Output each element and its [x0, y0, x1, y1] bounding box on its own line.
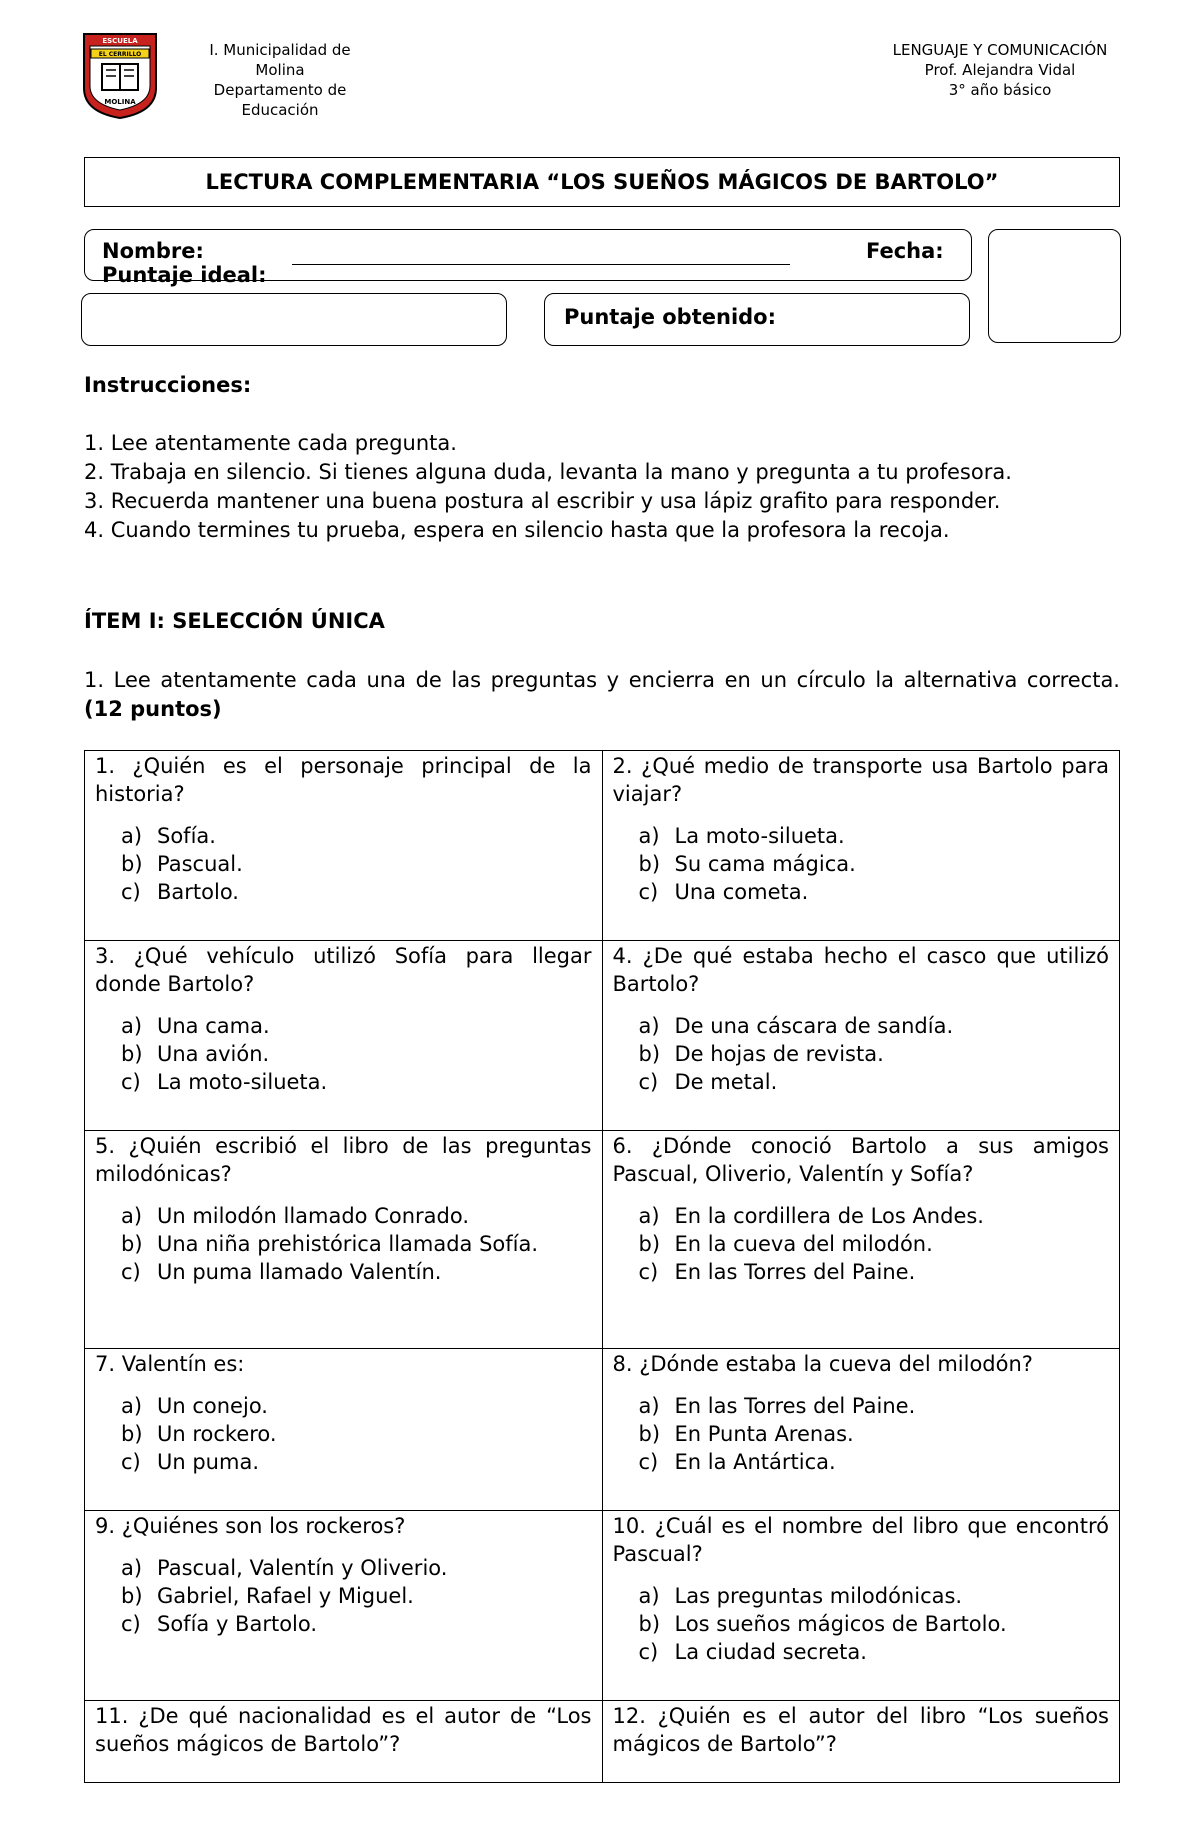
name-label: Nombre:	[102, 239, 204, 263]
option-letter: b)	[121, 1042, 143, 1066]
question-text: 2. ¿Qué medio de transporte usa Bartolo para viajar?	[612, 754, 1109, 806]
option-letter: c)	[638, 1640, 659, 1664]
answer-option[interactable]	[95, 1230, 592, 1258]
answer-options	[95, 1554, 592, 1638]
answer-option[interactable]	[613, 850, 1110, 878]
option-letter: c)	[638, 880, 659, 904]
option-text: Gabriel, Rafael y Miguel.	[157, 1584, 414, 1608]
answer-options	[95, 1202, 592, 1286]
grade-box[interactable]	[988, 229, 1121, 343]
option-letter: a)	[121, 1394, 143, 1418]
option-letter: c)	[638, 1450, 659, 1474]
document-title: LECTURA COMPLEMENTARIA “LOS SUEÑOS MÁGICOS DE BARTOLO”	[84, 157, 1120, 207]
question-text: 5. ¿Quién escribió el libro de las preguntas milodónicas?	[95, 1134, 592, 1186]
header-right-line: LENGUAJE Y COMUNICACIÓN	[892, 41, 1108, 59]
option-text: Un conejo.	[157, 1394, 268, 1418]
answer-options	[95, 822, 592, 906]
instruction-item: 3. Recuerda mantener una buena postura al escribir y usa lápiz grafito para responder.	[84, 489, 1001, 513]
option-letter: b)	[121, 1584, 143, 1608]
option-text: Bartolo.	[157, 880, 239, 904]
answer-option[interactable]	[613, 1012, 1110, 1040]
question-cell	[85, 1349, 603, 1511]
answer-options	[613, 1202, 1110, 1286]
question-cell	[85, 1511, 603, 1701]
option-letter: b)	[638, 1612, 661, 1636]
question-cell	[602, 1701, 1120, 1783]
option-text: En las Torres del Paine.	[674, 1394, 916, 1418]
option-text: Una cometa.	[674, 880, 809, 904]
option-text: Una cama.	[157, 1014, 270, 1038]
obtained-score-label: Puntaje obtenido:	[564, 305, 776, 329]
option-text: Un puma llamado Valentín.	[157, 1260, 442, 1284]
option-text: Pascual.	[157, 852, 243, 876]
instructions-list	[84, 429, 1120, 545]
date-label: Fecha:	[866, 239, 944, 263]
header-left-line: Departamento de	[213, 81, 347, 99]
answer-option[interactable]	[613, 1610, 1110, 1638]
option-letter: c)	[121, 1260, 141, 1284]
question-text: 6. ¿Dónde conoció Bartolo a sus amigos Pascual, Oliverio, Valentín y Sofía?	[612, 1134, 1109, 1186]
option-letter: c)	[121, 880, 141, 904]
answer-options	[95, 1392, 592, 1476]
option-text: Una niña prehistórica llamada Sofía.	[157, 1232, 539, 1256]
option-text: Los sueños mágicos de Bartolo.	[674, 1612, 1007, 1636]
instruction-item: 1. Lee atentamente cada pregunta.	[84, 431, 457, 455]
option-letter: b)	[121, 1422, 143, 1446]
answer-option[interactable]	[613, 878, 1110, 906]
option-text: En las Torres del Paine.	[674, 1260, 916, 1284]
answer-option[interactable]	[613, 1230, 1110, 1258]
answer-option[interactable]	[613, 1392, 1110, 1420]
answer-option[interactable]	[613, 1202, 1110, 1230]
answer-option[interactable]	[613, 822, 1110, 850]
answer-option[interactable]	[95, 1392, 592, 1420]
option-text: La moto-silueta.	[157, 1070, 328, 1094]
answer-options	[613, 1582, 1110, 1666]
answer-option[interactable]	[613, 1068, 1110, 1096]
option-letter: b)	[121, 852, 143, 876]
logo-bottom-text: MOLINA	[104, 98, 136, 106]
option-letter: c)	[638, 1260, 659, 1284]
school-crest-icon	[80, 30, 160, 120]
answer-option[interactable]	[613, 1040, 1110, 1068]
question-cell	[602, 941, 1120, 1131]
option-text: En Punta Arenas.	[674, 1422, 854, 1446]
question-cell	[85, 1701, 603, 1783]
section-heading: ÍTEM I: SELECCIÓN ÚNICA	[84, 609, 385, 633]
option-text: De una cáscara de sandía.	[674, 1014, 954, 1038]
answer-option[interactable]	[95, 1012, 592, 1040]
question-text: 7. Valentín es:	[95, 1352, 245, 1376]
answer-option[interactable]	[613, 1420, 1110, 1448]
logo-top-text: ESCUELA	[102, 37, 138, 45]
logo-banner-text: EL CERRILLO	[98, 51, 142, 58]
answer-option[interactable]	[95, 1448, 592, 1476]
answer-options	[613, 1012, 1110, 1096]
option-text: Las preguntas milodónicas.	[674, 1584, 963, 1608]
section-points: (12 puntos)	[84, 697, 222, 721]
option-letter: a)	[638, 1394, 660, 1418]
header-left-line: Educación	[241, 101, 319, 119]
question-text: 9. ¿Quiénes son los rockeros?	[95, 1514, 406, 1538]
question-text: 1. ¿Quién es el personaje principal de la historia?	[95, 754, 592, 806]
question-row	[85, 1131, 1120, 1349]
answer-option[interactable]	[95, 850, 592, 878]
instructions-heading: Instrucciones:	[84, 373, 252, 397]
option-text: Pascual, Valentín y Oliverio.	[157, 1556, 448, 1580]
option-letter: c)	[121, 1612, 141, 1636]
answer-option[interactable]	[95, 822, 592, 850]
answer-option[interactable]	[95, 1258, 592, 1286]
option-letter: b)	[638, 1422, 661, 1446]
answer-option[interactable]	[95, 1040, 592, 1068]
question-row	[85, 1349, 1120, 1511]
question-text: 4. ¿De qué estaba hecho el casco que utilizó Bartolo?	[612, 944, 1109, 996]
answer-option[interactable]	[613, 1448, 1110, 1476]
option-text: Un rockero.	[157, 1422, 277, 1446]
answer-options	[613, 1392, 1110, 1476]
header-left-line: I. Municipalidad de	[209, 41, 351, 59]
answer-option[interactable]	[95, 1554, 592, 1582]
option-text: Un milodón llamado Conrado.	[157, 1204, 470, 1228]
question-text: 12. ¿Quién es el autor del libro “Los sueños mágicos de Bartolo”?	[612, 1704, 1109, 1756]
option-text: Una avión.	[157, 1042, 270, 1066]
question-cell	[602, 751, 1120, 941]
section-intro-text: 1. Lee atentamente cada una de las preguntas y encierra en un círculo la alternativa correcta.	[84, 668, 1120, 692]
option-letter: a)	[638, 1014, 660, 1038]
answer-option[interactable]	[95, 1202, 592, 1230]
question-text: 3. ¿Qué vehículo utilizó Sofía para llegar donde Bartolo?	[95, 944, 592, 996]
option-text: La ciudad secreta.	[674, 1640, 867, 1664]
header-right-line: 3° año básico	[948, 81, 1052, 99]
ideal-score-label: Puntaje ideal:	[102, 263, 267, 287]
option-letter: a)	[121, 824, 143, 848]
option-letter: a)	[638, 1584, 660, 1608]
answer-option[interactable]	[95, 878, 592, 906]
question-cell	[602, 1349, 1120, 1511]
option-letter: b)	[638, 852, 661, 876]
option-text: Sofía y Bartolo.	[157, 1612, 318, 1636]
option-letter: a)	[121, 1014, 143, 1038]
option-text: De metal.	[674, 1070, 778, 1094]
name-input-line[interactable]	[292, 264, 790, 265]
header-left-line: Molina	[255, 61, 305, 79]
answer-option[interactable]	[95, 1420, 592, 1448]
option-text: De hojas de revista.	[674, 1042, 884, 1066]
question-row	[85, 1701, 1120, 1783]
option-letter: b)	[638, 1042, 661, 1066]
question-text: 8. ¿Dónde estaba la cueva del milodón?	[612, 1352, 1033, 1376]
option-text: En la cordillera de Los Andes.	[674, 1204, 984, 1228]
question-cell	[85, 941, 603, 1131]
option-letter: c)	[121, 1450, 141, 1474]
option-text: Un puma.	[157, 1450, 259, 1474]
section-intro	[84, 666, 1120, 724]
instruction-item: 4. Cuando termines tu prueba, espera en silencio hasta que la profesora la recoja.	[84, 518, 950, 542]
instruction-item: 2. Trabaja en silencio. Si tienes alguna duda, levanta la mano y pregunta a tu profesora.	[84, 460, 1012, 484]
question-text: 10. ¿Cuál es el nombre del libro que encontró Pascual?	[612, 1514, 1109, 1566]
question-cell	[85, 751, 603, 941]
option-text: Sofía.	[157, 824, 216, 848]
question-row	[85, 751, 1120, 941]
option-text: En la cueva del milodón.	[674, 1232, 933, 1256]
answer-option[interactable]	[613, 1582, 1110, 1610]
option-letter: b)	[638, 1232, 661, 1256]
header-institution	[180, 40, 380, 120]
answer-option[interactable]	[95, 1068, 592, 1096]
answer-options	[95, 1012, 592, 1096]
question-row	[85, 941, 1120, 1131]
option-letter: a)	[638, 1204, 660, 1228]
question-cell	[602, 1131, 1120, 1349]
option-letter: b)	[121, 1232, 143, 1256]
option-letter: a)	[121, 1556, 143, 1580]
option-letter: c)	[121, 1070, 141, 1094]
questions-table	[84, 750, 1120, 1783]
answer-option[interactable]	[95, 1610, 592, 1638]
ideal-score-box[interactable]	[81, 293, 507, 346]
header-right-line: Prof. Alejandra Vidal	[924, 61, 1076, 79]
option-letter: c)	[638, 1070, 659, 1094]
question-cell	[602, 1511, 1120, 1701]
option-text: En la Antártica.	[674, 1450, 836, 1474]
header-subject	[870, 40, 1130, 100]
answer-option[interactable]	[95, 1582, 592, 1610]
question-row	[85, 1511, 1120, 1701]
answer-option[interactable]	[613, 1258, 1110, 1286]
option-letter: a)	[121, 1204, 143, 1228]
question-cell	[85, 1131, 603, 1349]
question-text: 11. ¿De qué nacionalidad es el autor de “Los sueños mágicos de Bartolo”?	[95, 1704, 592, 1756]
option-text: La moto-silueta.	[674, 824, 845, 848]
answer-option[interactable]	[613, 1638, 1110, 1666]
school-logo	[80, 30, 160, 120]
answer-options	[613, 822, 1110, 906]
option-letter: a)	[638, 824, 660, 848]
option-text: Su cama mágica.	[674, 852, 856, 876]
